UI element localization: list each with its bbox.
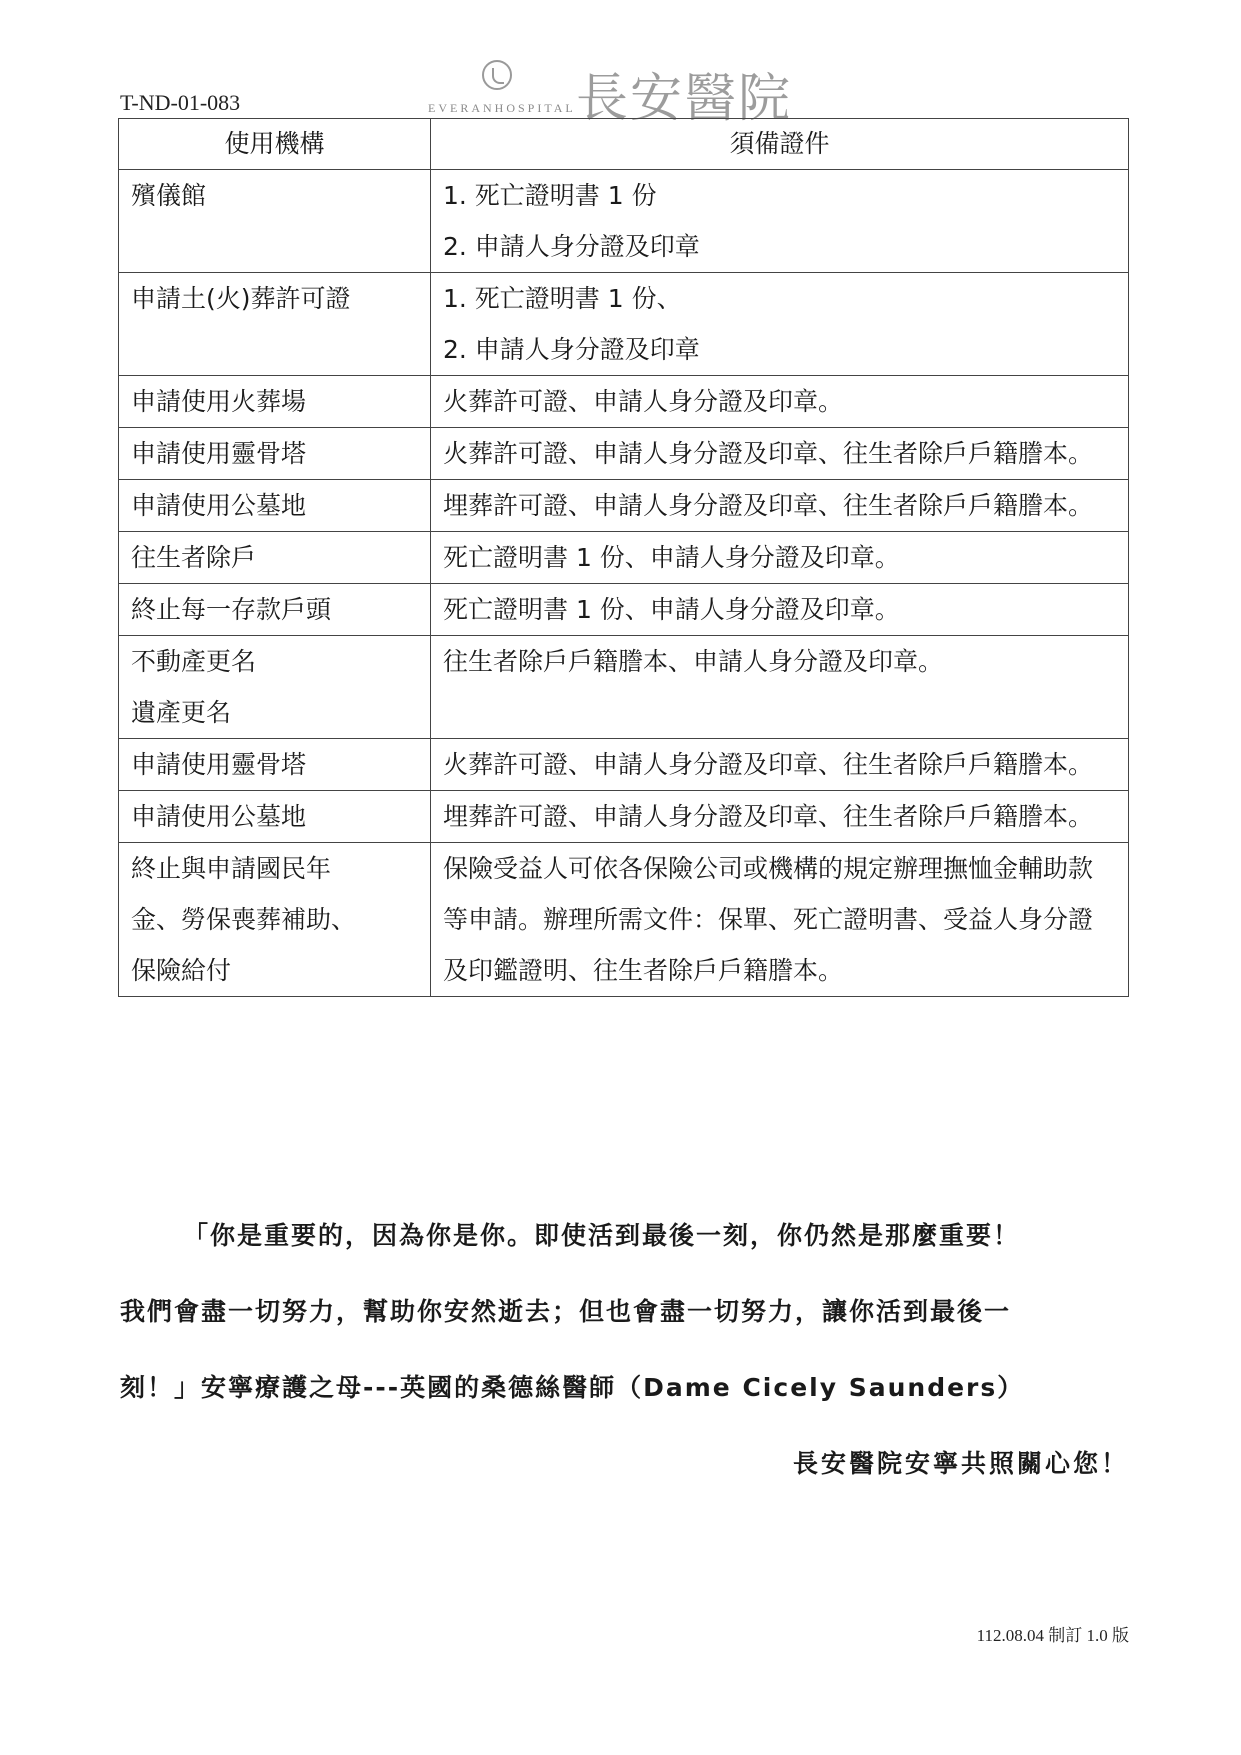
quote-line-3: 刻！」安寧療護之母---英國的桑德絲醫師（Dame Cicely Saunders）	[120, 1373, 1025, 1402]
institution-cell	[119, 739, 431, 791]
institution-text: 申請使用火葬場	[131, 387, 307, 416]
table-row	[119, 843, 1129, 997]
table-header-row	[119, 119, 1129, 170]
documents-cell	[431, 739, 1129, 791]
documents-text: 火葬許可證、申請人身分證及印章、往生者除戶戶籍謄本。	[443, 750, 1094, 779]
institution-text: 申請土(火)葬許可證	[131, 284, 351, 313]
documents-cell	[431, 376, 1129, 428]
institution-text: 終止與申請國民年	[131, 854, 332, 883]
table-row	[119, 791, 1129, 843]
required-documents-table	[118, 118, 1129, 997]
header-institution: 使用機構	[119, 119, 431, 170]
table-body	[119, 170, 1129, 997]
documents-text: 2. 申請人身分證及印章	[443, 335, 700, 364]
documents-text: 1. 死亡證明書 1 份、	[443, 284, 682, 313]
table-row	[119, 532, 1129, 584]
documents-cell	[431, 428, 1129, 480]
table-row	[119, 480, 1129, 532]
documents-cell	[431, 636, 1129, 739]
institution-cell	[119, 170, 431, 273]
quote-line-1: 「你是重要的，因為你是你。即使活到最後一刻，你仍然是那麼重要！	[183, 1221, 1021, 1250]
institution-text: 殯儀館	[131, 181, 207, 210]
documents-cell	[431, 584, 1129, 636]
documents-text: 火葬許可證、申請人身分證及印章、往生者除戶戶籍謄本。	[443, 439, 1094, 468]
hospital-logo	[428, 56, 828, 129]
table-row	[119, 739, 1129, 791]
institution-text: 申請使用靈骨塔	[131, 750, 307, 779]
institution-cell	[119, 636, 431, 739]
institution-text: 申請使用靈骨塔	[131, 439, 307, 468]
institution-text: 保險給付	[131, 956, 232, 985]
documents-text: 保險受益人可依各保險公司或機構的規定辦理撫恤金輔助款等申請。辦理所需文件：保單、死亡證明書、受益人身分證及印鑑證明、往生者除戶戶籍謄本。	[443, 854, 1094, 985]
documents-text: 1. 死亡證明書 1 份	[443, 181, 657, 210]
institution-cell	[119, 480, 431, 532]
revision-note: 112.08.04 制訂 1.0 版	[976, 1626, 1129, 1645]
documents-text: 死亡證明書 1 份、申請人身分證及印章。	[443, 595, 900, 624]
institution-cell	[119, 273, 431, 376]
institution-text: 遺產更名	[131, 698, 232, 727]
institution-cell	[119, 376, 431, 428]
document-code: T-ND-01-083	[120, 90, 241, 115]
documents-cell	[431, 273, 1129, 376]
logo-chinese-name: 長安醫院	[576, 69, 793, 129]
documents-cell	[431, 791, 1129, 843]
documents-text: 埋葬許可證、申請人身分證及印章、往生者除戶戶籍謄本。	[443, 802, 1094, 831]
documents-cell	[431, 480, 1129, 532]
institution-cell	[119, 584, 431, 636]
institution-text: 不動產更名	[131, 647, 257, 676]
logo-english-name: EVERANHOSPITAL	[428, 101, 576, 115]
quote-line-2: 我們會盡一切努力，幫助你安然逝去；但也會盡一切努力，讓你活到最後一	[120, 1297, 1012, 1326]
institution-text: 往生者除戶	[131, 543, 257, 572]
table-row	[119, 636, 1129, 739]
documents-text: 死亡證明書 1 份、申請人身分證及印章。	[443, 543, 900, 572]
documents-cell	[431, 843, 1129, 997]
institution-cell	[119, 428, 431, 480]
table-row	[119, 376, 1129, 428]
table-row	[119, 170, 1129, 273]
institution-text: 終止每一存款戶頭	[131, 595, 332, 624]
institution-cell	[119, 843, 431, 997]
institution-text: 申請使用公墓地	[131, 491, 307, 520]
documents-cell	[431, 532, 1129, 584]
closing-message: 長安醫院安寧共照關心您！	[792, 1449, 1129, 1478]
table-row	[119, 584, 1129, 636]
table-row	[119, 273, 1129, 376]
documents-cell	[431, 170, 1129, 273]
documents-text: 火葬許可證、申請人身分證及印章。	[443, 387, 844, 416]
institution-text: 申請使用公墓地	[131, 802, 307, 831]
hospital-emblem-icon	[482, 60, 512, 90]
documents-text: 2. 申請人身分證及印章	[443, 232, 700, 261]
documents-text: 埋葬許可證、申請人身分證及印章、往生者除戶戶籍謄本。	[443, 491, 1094, 520]
institution-cell	[119, 532, 431, 584]
table-row	[119, 428, 1129, 480]
documents-text: 往生者除戶戶籍謄本、申請人身分證及印章。	[443, 647, 944, 676]
header-required-documents: 須備證件	[431, 119, 1129, 170]
institution-cell	[119, 791, 431, 843]
institution-text: 金、勞保喪葬補助、	[131, 905, 357, 934]
